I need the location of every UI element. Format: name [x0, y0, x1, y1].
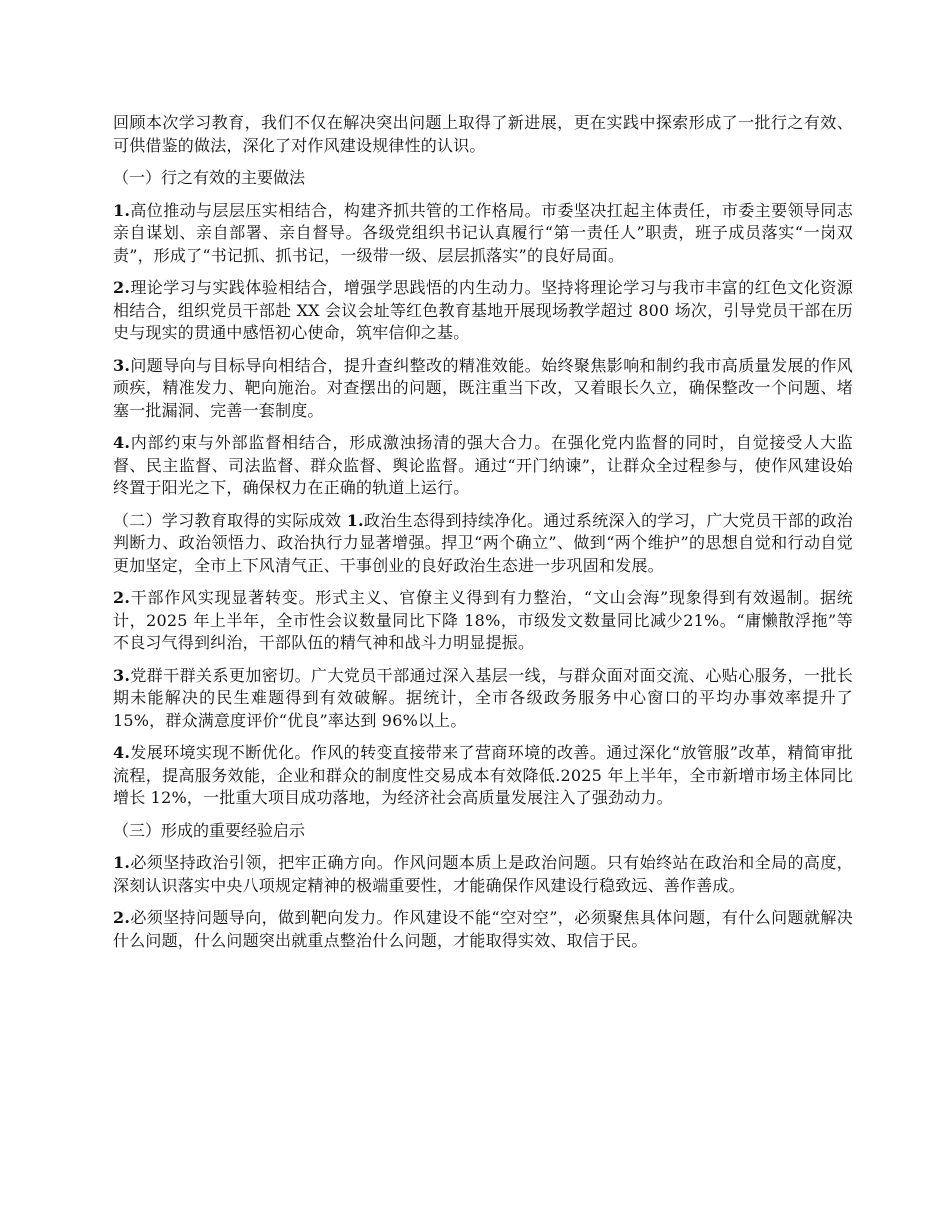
section-1-heading: （一）行之有效的主要做法: [113, 168, 306, 187]
item-text: 高位推动与层层压实相结合，构建齐抓共管的工作格局。市委坚决扛起主体责任，市委主要领导同志亲自谋划、亲自部署、亲自督导。各级党组织书记认真履行“第一责任人”职责，班子成员落实“一岗双责”，形成了“书记抓、抓书记，一级带一级、层层抓落实”的良好局面。: [113, 200, 853, 265]
section-2-item-4: [113, 742, 853, 810]
section-1-item-3: [113, 355, 853, 423]
section-2-first-paragraph: [113, 510, 853, 578]
item-number: 2.: [113, 908, 131, 927]
item-number: 3.: [113, 355, 131, 375]
item-number: 1.: [113, 853, 131, 872]
item-text: 政治生态得到持续净化。通过系统深入的学习，广大党员干部的政治判断力、政治领悟力、政治执行力显著增强。捍卫“两个确立”、做到“两个维护”的思想自觉和行动自觉更加坚定，全市上下风清气正、干事创业的良好政治生态进一步巩固和发展。: [113, 510, 853, 575]
item-text: 发展环境实现不断优化。作风的转变直接带来了营商环境的改善。通过深化“放管服”改革，精简审批流程，提高服务效能，企业和群众的制度性交易成本有效降低.2025 年上半年，全市新增市场主体同比增长 12%，一批重大项目成功落地，为经济社会高质量发展注入了强劲动力。: [113, 743, 853, 807]
section-3-item-1: [113, 852, 853, 897]
section-3-item-2: [113, 907, 853, 952]
section-2-item-3: [113, 665, 853, 733]
section-3-heading: （三）形成的重要经验启示: [113, 820, 306, 840]
section-2-item-2: [113, 587, 853, 655]
item-number: 4.: [113, 433, 131, 452]
item-text: 理论学习与实践体验相结合，增强学思践悟的内生动力。坚持将理论学习与我市丰富的红色文化资源相结合，组织党员干部赴 XX 会议会址等红色教育基地开展现场教学超过 800 场次，引导党员干部在历史与现实的贯通中感悟初心使命，筑牢信仰之基。: [113, 278, 853, 342]
item-number: 3.: [113, 665, 131, 685]
document-page: [113, 112, 853, 962]
item-text: 内部约束与外部监督相结合，形成激浊扬清的强大合力。在强化党内监督的同时，自觉接受人大监督、民主监督、司法监督、群众监督、舆论监督。通过“开门纳谏”，让群众全过程参与，使作风建设始终置于阳光之下，确保权力在正确的轨道上运行。: [113, 433, 853, 497]
section-1-item-2: [113, 277, 853, 345]
intro-paragraph: 回顾本次学习教育，我们不仅在解决突出问题上取得了新进展，更在实践中探索形成了一批行之有效、可供借鉴的做法，深化了对作风建设规律性的认识。: [113, 113, 853, 155]
item-text: 问题导向与目标导向相结合，提升查纠整改的精准效能。始终聚焦影响和制约我市高质量发展的作风顽疾，精准发力、靶向施治。对查摆出的问题，既注重当下改，又着眼长久立，确保整改一个问题、堵塞一批漏洞、完善一套制度。: [113, 355, 853, 420]
section-1-item-4: [113, 432, 853, 500]
item-text: 党群干群关系更加密切。广大党员干部通过深入基层一线，与群众面对面交流、心贴心服务，一批长期未能解决的民生难题得到有效破解。据统计，全市各级政务服务中心窗口的平均办事效率提升了 15%，群众满意度评价“优良”率达到 96%以上。: [113, 665, 853, 730]
item-text: 干部作风实现显著转变。形式主义、官僚主义得到有力整治，“文山会海”现象得到有效遏制。据统计，2025 年上半年，全市性会议数量同比下降 18%，市级发文数量同比减少21%。“庸懒散浮拖”等不良习气得到纠治，干部队伍的精气神和战斗力明显提振。: [113, 588, 853, 652]
item-number: 4.: [113, 743, 131, 762]
section-1-item-1: [113, 200, 853, 268]
item-number: 1.: [346, 510, 364, 530]
item-number: 1.: [113, 200, 131, 220]
item-number: 2.: [113, 588, 131, 607]
section-2-heading: （二）学习教育取得的实际成效: [113, 510, 342, 530]
item-text: 必须坚持问题导向，做到靶向发力。作风建设不能“空对空”，必须聚焦具体问题，有什么问题就解决什么问题，什么问题突出就重点整治什么问题，才能取得实效、取信于民。: [113, 908, 853, 950]
item-text: 必须坚持政治引领，把牢正确方向。作风问题本质上是政治问题。只有始终站在政治和全局的高度，深刻认识落实中央八项规定精神的极端重要性，才能确保作风建设行稳致远、善作善成。: [113, 853, 853, 895]
item-number: 2.: [113, 278, 131, 297]
